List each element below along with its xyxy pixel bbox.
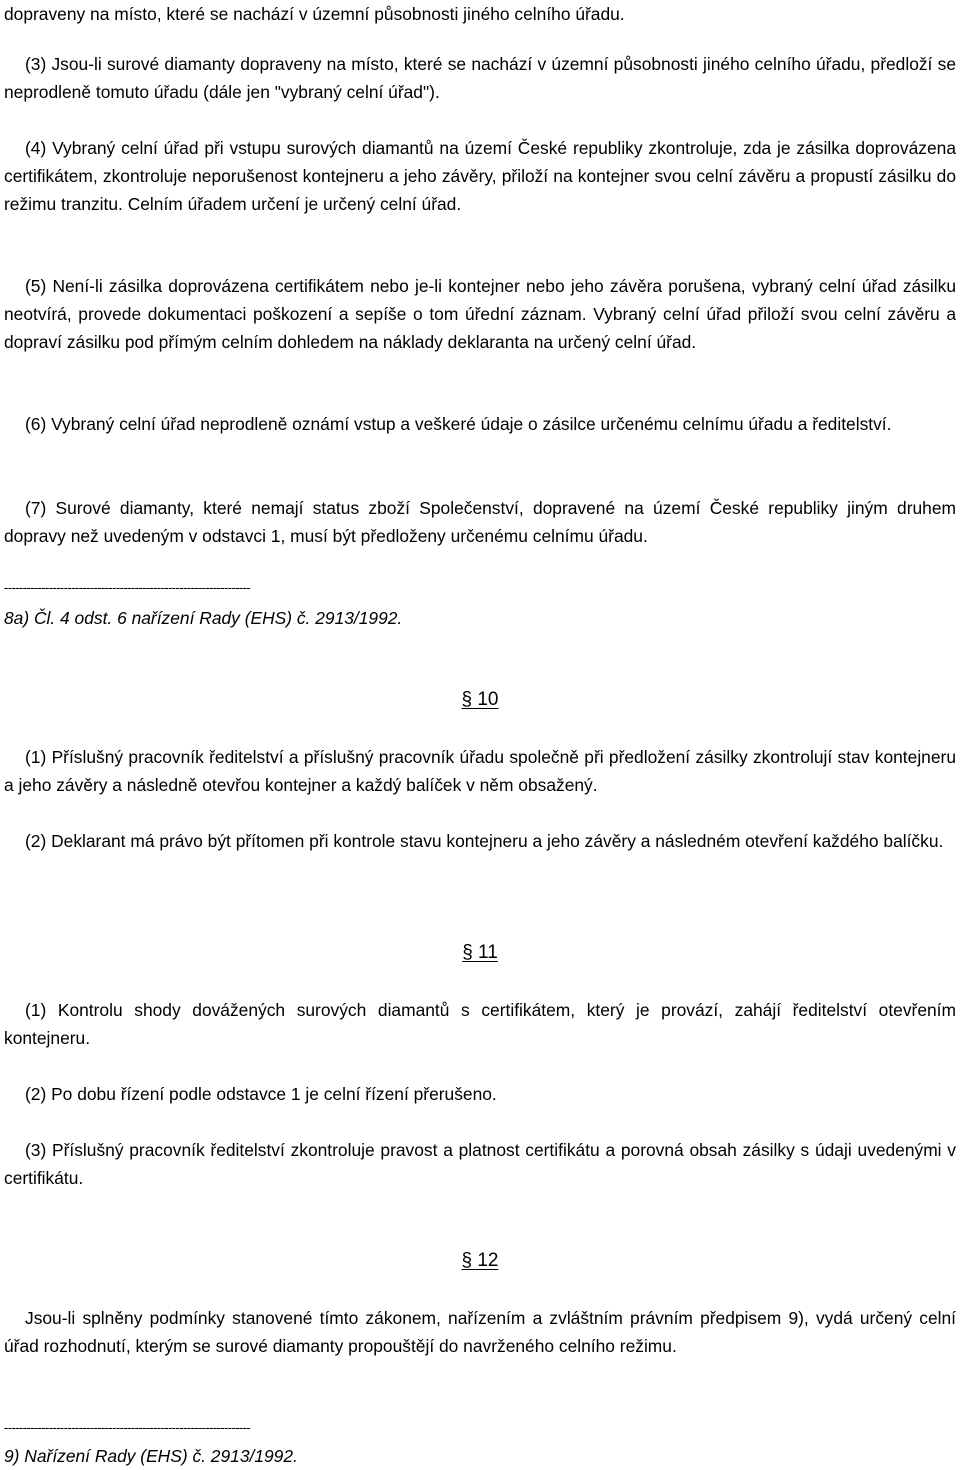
paragraph-continuation: dopraveny na místo, které se nachází v územní působnosti jiného celního úřadu.	[4, 4, 625, 24]
section-10-paragraph-2: (2) Deklarant má právo být přítomen při kontrole stavu kontejneru a jeho závěry a následném otevření každého balíčku.	[25, 831, 944, 851]
footnote-9: 9) Nařízení Rady (EHS) č. 2913/1992.	[4, 1446, 298, 1466]
footnote-separator: ------------------------------------------------------------------	[4, 580, 251, 595]
section-11-link[interactable]: § 11	[462, 942, 498, 963]
paragraph-4: (4) Vybraný celní úřad při vstupu surových diamantů na území České republiky zkontroluje, zda je zásilka doprovázena certifikátem, zkontroluje neporušenost kontejneru a jeho závěry, přiloží na kontejner svou celní závěru a propustí zásilku do režimu tranzitu. Celním úřadem určení je určený celní úřad.	[4, 138, 956, 214]
section-heading-11	[0, 939, 960, 967]
paragraph-3: (3) Jsou-li surové diamanty dopraveny na místo, které se nachází v územní působnosti jiného celního úřadu, předloží se neprodleně tomuto úřadu (dále jen "vybraný celní úřad").	[4, 54, 956, 102]
section-10-paragraph-1: (1) Příslušný pracovník ředitelství a příslušný pracovník úřadu společně při předložení zásilky zkontrolují stav kontejneru a jeho závěry a následně otevřou kontejner a každý balíček v něm obsažený.	[4, 747, 956, 795]
section-11-paragraph-1: (1) Kontrolu shody dovážených surových diamantů s certifikátem, který je provází, zahájí ředitelství otevřením kontejneru.	[4, 1000, 956, 1048]
section-11-paragraph-3: (3) Příslušný pracovník ředitelství zkontroluje pravost a platnost certifikátu a porovná obsah zásilky s údaji uvedenými v certifikátu.	[4, 1140, 956, 1188]
section-11-paragraph-2: (2) Po dobu řízení podle odstavce 1 je celní řízení přerušeno.	[25, 1084, 497, 1104]
footnote-separator-2: ------------------------------------------------------------------	[4, 1420, 251, 1435]
section-heading-10	[0, 686, 960, 714]
section-12-paragraph-1: Jsou-li splněny podmínky stanovené tímto zákonem, nařízením a zvláštním právním předpisem 9), vydá určený celní úřad rozhodnutí, kterým se surové diamanty propouštějí do navrženého celního režimu.	[4, 1308, 956, 1356]
section-12-link[interactable]: § 12	[461, 1250, 499, 1271]
paragraph-6: (6) Vybraný celní úřad neprodleně oznámí vstup a veškeré údaje o zásilce určenému celnímu úřadu a ředitelství.	[25, 414, 892, 434]
paragraph-5: (5) Není-li zásilka doprovázena certifikátem nebo je-li kontejner nebo jeho závěra porušena, vybraný celní úřad zásilku neotvírá, provede dokumentaci poškození a sepíše o tom úřední záznam. Vybraný celní úřad přiloží svou celní závěru a dopraví zásilku pod přímým celním dohledem na náklady deklaranta na určený celní úřad.	[4, 276, 956, 352]
section-heading-12	[0, 1247, 960, 1275]
paragraph-7: (7) Surové diamanty, které nemají status zboží Společenství, dopravené na území České republiky jiným druhem dopravy než uvedeným v odstavci 1, musí být předloženy určenému celnímu úřadu.	[4, 498, 956, 546]
footnote-8a: 8a) Čl. 4 odst. 6 nařízení Rady (EHS) č. 2913/1992.	[4, 608, 403, 628]
section-10-link[interactable]: § 10	[461, 689, 499, 710]
